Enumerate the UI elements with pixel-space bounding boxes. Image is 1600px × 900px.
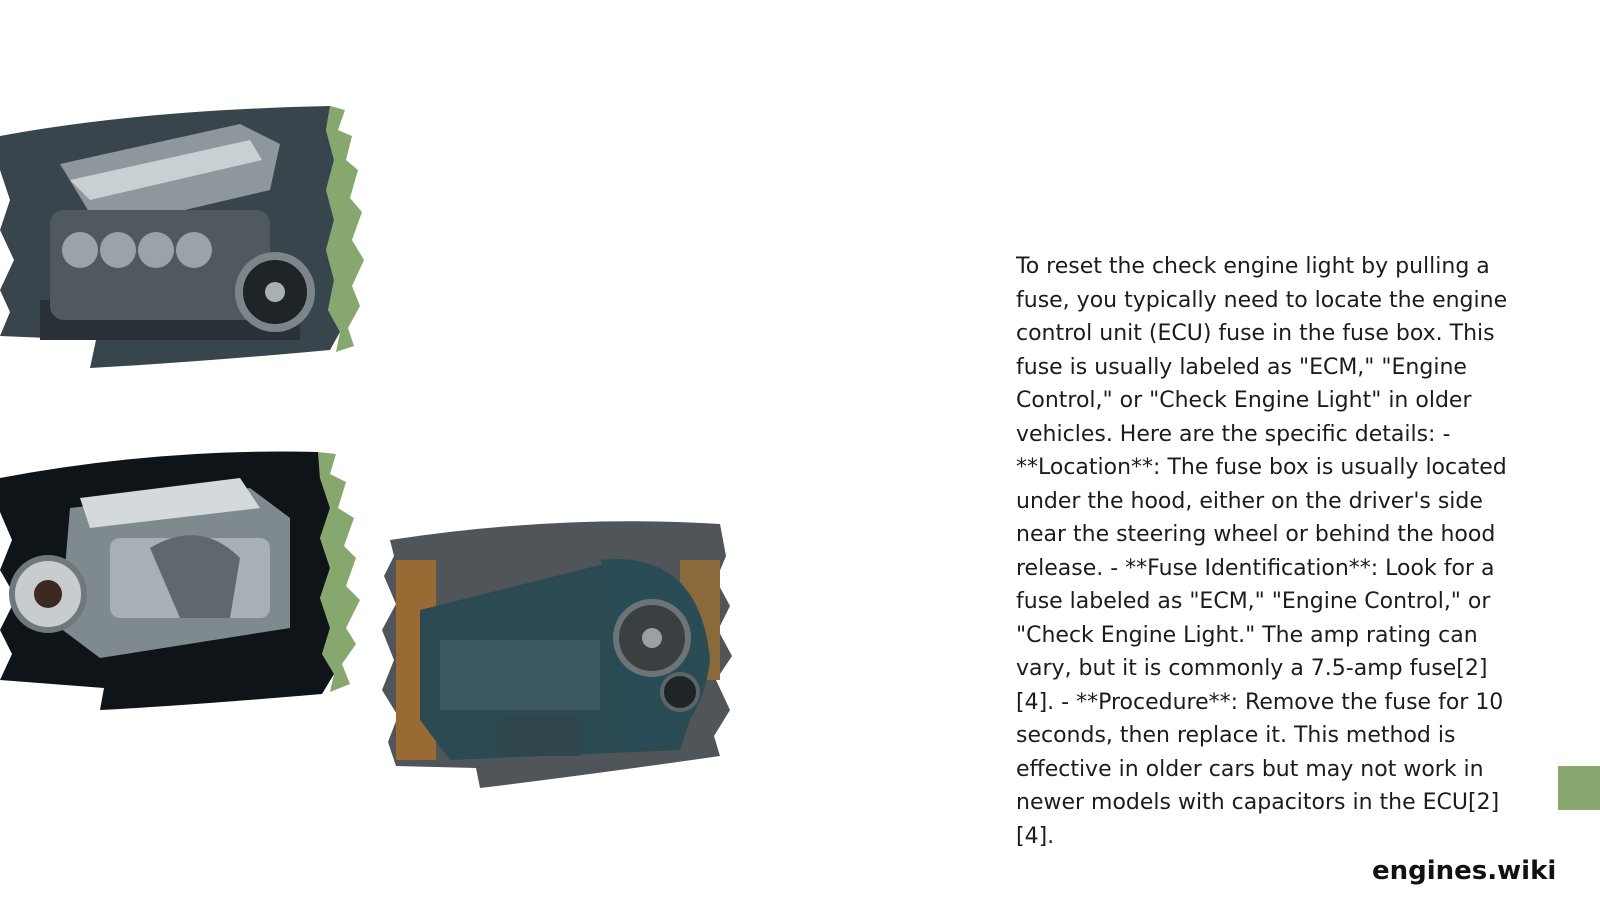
engine-photo-bottom-center bbox=[380, 520, 750, 790]
engine-photo-top-left bbox=[0, 100, 370, 372]
engine-photo-bottom-left bbox=[0, 448, 370, 718]
side-tab[interactable] bbox=[1558, 766, 1600, 810]
brand-label[interactable]: engines.wiki bbox=[1372, 856, 1557, 886]
article-text: To reset the check engine light by pulling a fuse, you typically need to locate the engine control unit (ECU) fuse in the fuse box. This fuse is usually labeled as "ECM," "Engine Control," or "Check Engine Light" in older vehicles. Here are the specific details: - **Location**: The fuse box is usually located under the hood, either on the driver's side near the steering wheel or behind the hood release. - **Fuse Identification**: Look for a fuse labeled as "ECM," "Engine Control," or "Check Engine Light." The amp rating can vary, but it is commonly a 7.5-amp fuse[2][4]. - **Procedure**: Remove the fuse for 10 seconds, then replace it. This method is effective in older cars but may not work in newer models with capacitors in the ECU[2][4]. bbox=[1016, 254, 1508, 849]
